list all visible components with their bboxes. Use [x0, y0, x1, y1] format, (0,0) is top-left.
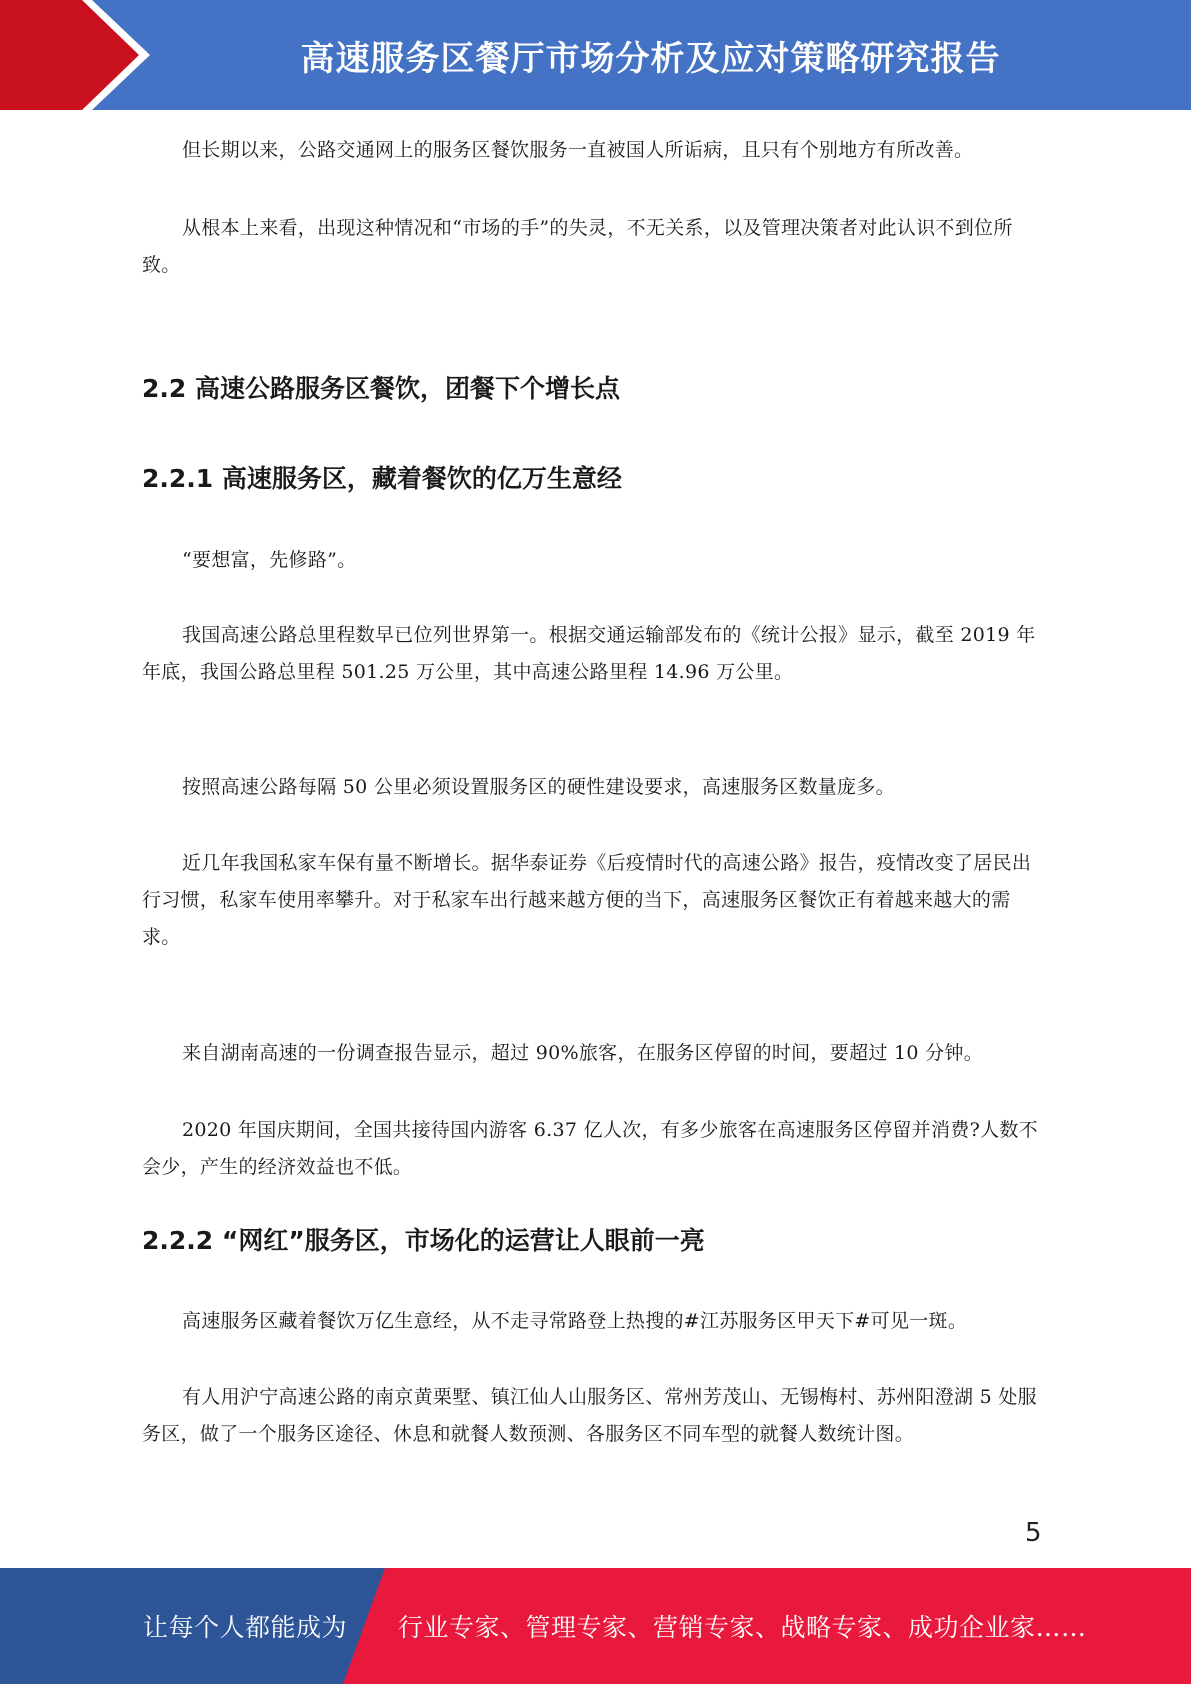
- footer-slogan-right: 行业专家、管理专家、营销专家、战略专家、成功企业家……: [398, 1613, 1087, 1642]
- paragraph: 按照高速公路每隔 50 公里必须设置服务区的硬性建设要求，高速服务区数量庞多。: [182, 776, 895, 798]
- section-heading-2-2-2: 2.2.2 “网红”服务区，市场化的运营让人眼前一亮: [142, 1226, 705, 1255]
- paragraph: 高速服务区藏着餐饮万亿生意经，从不走寻常路登上热搜的#江苏服务区甲天下#可见一斑。: [182, 1310, 968, 1332]
- section-heading-2-2-1: 2.2.1 高速服务区，藏着餐饮的亿万生意经: [142, 464, 622, 493]
- paragraph: 有人用沪宁高速公路的南京黄栗墅、镇江仙人山服务区、常州芳茂山、无锡梅村、苏州阳澄湖 5 处服务区，做了一个服务区途径、休息和就餐人数预测、各服务区不同车型的就餐人数统计图。: [142, 1386, 1037, 1445]
- paragraph: 从根本上来看，出现这种情况和“市场的手”的失灵，不无关系，以及管理决策者对此认识不到位所致。: [142, 217, 1013, 276]
- section-heading-2-2: 2.2 高速公路服务区餐饮，团餐下个增长点: [142, 374, 620, 403]
- paragraph: 但长期以来，公路交通网上的服务区餐饮服务一直被国人所诟病，且只有个别地方有所改善。: [182, 139, 974, 161]
- page-number: 5: [1025, 1518, 1042, 1548]
- header-band: [0, 0, 1191, 110]
- paragraph: 2020 年国庆期间，全国共接待国内游客 6.37 亿人次，有多少旅客在高速服务区停留并消费?人数不会少，产生的经济效益也不低。: [142, 1119, 1038, 1178]
- header-title: 高速服务区餐厅市场分析及应对策略研究报告: [300, 38, 1001, 79]
- paragraph: 近几年我国私家车保有量不断增长。据华泰证券《后疫情时代的高速公路》报告，疫情改变了居民出行习惯，私家车使用率攀升。对于私家车出行越来越方便的当下，高速服务区餐饮正有着越来越大的需求。: [142, 852, 1032, 948]
- footer-band: [0, 1568, 1191, 1684]
- paragraph: 来自湖南高速的一份调查报告显示，超过 90%旅客，在服务区停留的时间，要超过 10 分钟。: [182, 1042, 984, 1064]
- footer-slogan-left: 让每个人都能成为: [143, 1613, 348, 1642]
- paragraph: 我国高速公路总里程数早已位列世界第一。根据交通运输部发布的《统计公报》显示，截至 2019 年年底，我国公路总里程 501.25 万公里，其中高速公路里程 14.96 万公里。: [142, 624, 1036, 683]
- paragraph: “要想富，先修路”。: [182, 549, 357, 571]
